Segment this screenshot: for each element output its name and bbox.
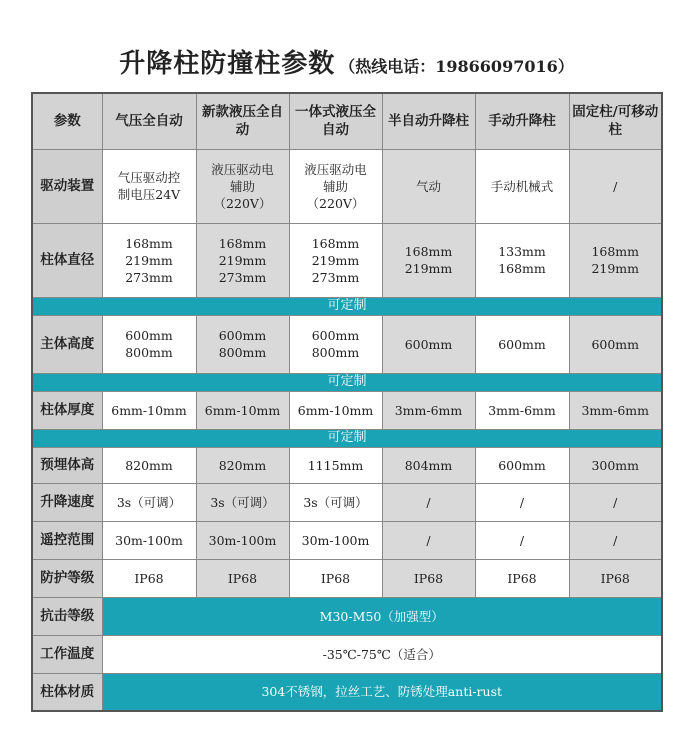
table-cell: IP68 <box>382 559 475 597</box>
row-material <box>32 673 662 711</box>
table-cell: 600mm <box>382 315 475 373</box>
table-cell: 600mm 800mm <box>102 315 196 373</box>
table-cell: 804mm <box>382 447 475 483</box>
row-label: 柱体厚度 <box>32 391 102 429</box>
header-cell: 固定柱/可移动柱 <box>569 93 662 149</box>
table-cell: 600mm <box>475 315 569 373</box>
table-cell: 30m-100m <box>289 521 382 559</box>
row-diameter <box>32 223 662 297</box>
row-label: 防护等级 <box>32 559 102 597</box>
table-cell: IP68 <box>102 559 196 597</box>
row-protection <box>32 559 662 597</box>
table-cell: 3s（可调） <box>102 483 196 521</box>
table-cell: 600mm 800mm <box>289 315 382 373</box>
row-remote <box>32 521 662 559</box>
table-cell: 1115mm <box>289 447 382 483</box>
page-title <box>0 44 693 87</box>
customizable-label: 可定制 <box>32 373 662 391</box>
header-cell: 半自动升降柱 <box>382 93 475 149</box>
row-speed <box>32 483 662 521</box>
customizable-band <box>32 373 662 391</box>
header-cell: 气压全自动 <box>102 93 196 149</box>
merged-value-cell: M30-M50（加强型） <box>102 597 662 635</box>
title-main: 升降柱防撞柱参数 <box>119 49 336 79</box>
table-cell: / <box>382 521 475 559</box>
header-cell: 一体式液压全自动 <box>289 93 382 149</box>
table-cell: 3mm-6mm <box>382 391 475 429</box>
table-cell: / <box>569 521 662 559</box>
table-cell: / <box>569 149 662 223</box>
table-cell: / <box>475 483 569 521</box>
header-row <box>32 93 662 149</box>
row-label: 驱动装置 <box>32 149 102 223</box>
table-cell: 30m-100m <box>196 521 289 559</box>
table-cell: 液压驱动电 辅助 （220V） <box>196 149 289 223</box>
parameter-table <box>31 92 663 712</box>
table-cell: 3mm-6mm <box>569 391 662 429</box>
row-label: 工作温度 <box>32 635 102 673</box>
table-cell: IP68 <box>569 559 662 597</box>
table-cell: 168mm 219mm 273mm <box>196 223 289 297</box>
table-cell: 600mm <box>569 315 662 373</box>
table-cell: 600mm 800mm <box>196 315 289 373</box>
row-label: 柱体直径 <box>32 223 102 297</box>
table-cell: 820mm <box>196 447 289 483</box>
table-cell: 168mm 219mm <box>569 223 662 297</box>
table-cell: IP68 <box>289 559 382 597</box>
row-thickness <box>32 391 662 429</box>
table-cell: 6mm-10mm <box>289 391 382 429</box>
customizable-band <box>32 297 662 315</box>
table-cell: 6mm-10mm <box>196 391 289 429</box>
table-cell: IP68 <box>196 559 289 597</box>
table-cell: 6mm-10mm <box>102 391 196 429</box>
row-label: 主体高度 <box>32 315 102 373</box>
table-cell: 168mm 219mm <box>382 223 475 297</box>
row-label: 预埋体高 <box>32 447 102 483</box>
table-cell: 3mm-6mm <box>475 391 569 429</box>
row-label: 升降速度 <box>32 483 102 521</box>
table-cell: / <box>382 483 475 521</box>
table-cell: / <box>569 483 662 521</box>
header-cell: 手动升降柱 <box>475 93 569 149</box>
table-cell: IP68 <box>475 559 569 597</box>
table-cell: 3s（可调） <box>196 483 289 521</box>
table-cell: 168mm 219mm 273mm <box>102 223 196 297</box>
title-hotline: （热线电话：19866097016） <box>339 57 574 76</box>
table-cell: 气动 <box>382 149 475 223</box>
row-impact <box>32 597 662 635</box>
table-cell: 168mm 219mm 273mm <box>289 223 382 297</box>
table-cell: 30m-100m <box>102 521 196 559</box>
header-cell: 参数 <box>32 93 102 149</box>
row-drive <box>32 149 662 223</box>
table-cell: 600mm <box>475 447 569 483</box>
table-cell: / <box>475 521 569 559</box>
customizable-label: 可定制 <box>32 297 662 315</box>
table-cell: 300mm <box>569 447 662 483</box>
table-cell: 3s（可调） <box>289 483 382 521</box>
table-cell: 气压驱动控 制电压24V <box>102 149 196 223</box>
customizable-band <box>32 429 662 447</box>
merged-value-cell: 304不锈钢，拉丝工艺、防锈处理anti-rust <box>102 673 662 711</box>
table-cell: 液压驱动电 辅助 （220V） <box>289 149 382 223</box>
row-embed <box>32 447 662 483</box>
row-label: 柱体材质 <box>32 673 102 711</box>
row-label: 抗击等级 <box>32 597 102 635</box>
table-cell: 133mm 168mm <box>475 223 569 297</box>
customizable-label: 可定制 <box>32 429 662 447</box>
table-cell: 手动机械式 <box>475 149 569 223</box>
header-cell: 新款液压全自动 <box>196 93 289 149</box>
row-label: 遥控范围 <box>32 521 102 559</box>
merged-value-cell: -35℃-75℃（适合） <box>102 635 662 673</box>
table-cell: 820mm <box>102 447 196 483</box>
row-temperature <box>32 635 662 673</box>
row-height <box>32 315 662 373</box>
